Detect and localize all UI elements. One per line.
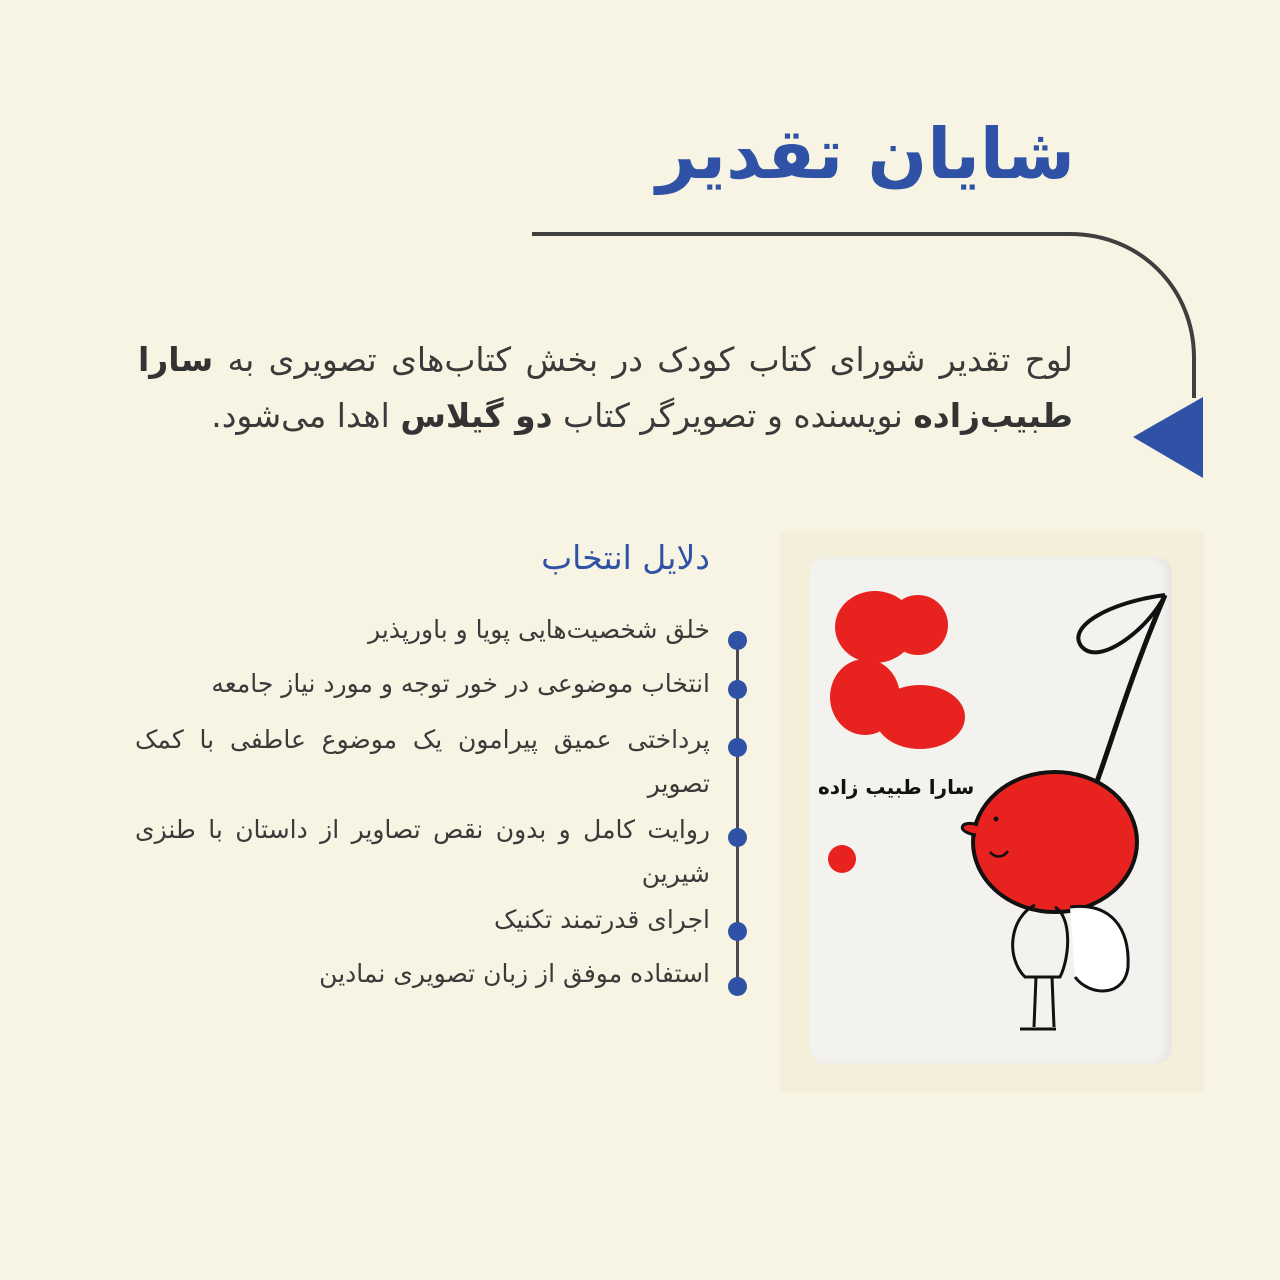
cover-author-name: سارا طبیب زاده (818, 775, 975, 799)
book-name: دو گیلاس (400, 396, 553, 435)
reason-item: روایت کامل و بدون نقص تصاویر از داستان با طنزی شیرین (135, 815, 710, 888)
intro-text-end: اهدا می‌شود. (211, 396, 401, 435)
cherry-illustration (810, 557, 1172, 1064)
bullet-dot-icon (728, 738, 747, 757)
author-name: سارا طبیب‌زاده (138, 340, 1073, 435)
reason-item: استفاده موفق از زبان تصویری نمادین (319, 959, 710, 988)
reason-item: اجرای قدرتمند تکنیک (493, 905, 710, 934)
reason-item: خلق شخصیت‌هایی پویا و باورپذیر (368, 615, 710, 644)
award-description (138, 332, 1073, 444)
reason-item: پرداختی عمیق پیرامون یک موضوع عاطفی با کمک تصویر (135, 725, 710, 798)
bullet-dot-icon (728, 977, 747, 996)
reason-item: انتخاب موضوعی در خور توجه و مورد نیاز جامعه (211, 669, 710, 698)
bullet-dot-icon (728, 680, 747, 699)
arrow-triangle-icon (1133, 397, 1203, 478)
page-title: شایان تقدیر (656, 113, 1075, 195)
bullet-dot-icon (728, 922, 747, 941)
bullet-dot-icon (728, 828, 747, 847)
intro-text-start: لوح تقدیر شورای کتاب کودک در بخش کتاب‌های تصویری به (213, 340, 1073, 379)
book-cover-image (810, 557, 1172, 1064)
intro-text-middle: نویسنده و تصویرگر کتاب (552, 396, 914, 435)
bullet-dot-icon (728, 631, 747, 650)
reasons-heading: دلایل انتخاب (541, 538, 710, 577)
